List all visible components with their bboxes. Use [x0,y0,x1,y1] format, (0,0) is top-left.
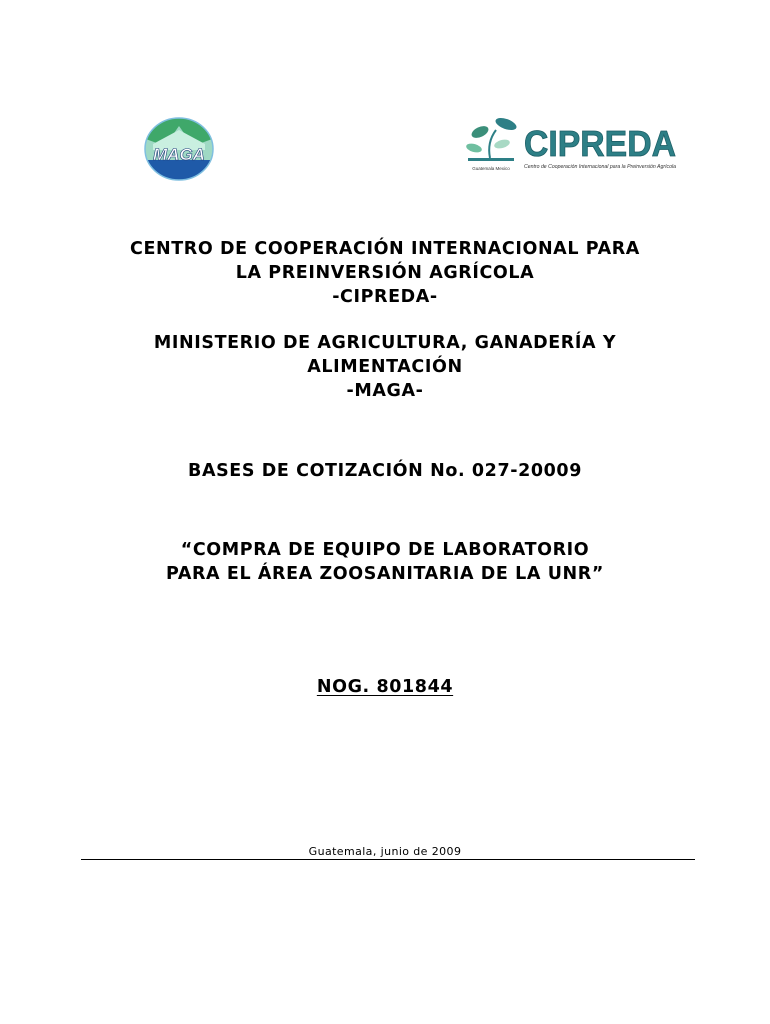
cipreda-caption-text: Centro de Cooperación Internacional para la Preinversión Agrícola [524,164,676,170]
maga-logo-text: MAGA [153,145,205,164]
quote-title [0,459,770,483]
institution-2-line-3: -MAGA- [346,381,424,401]
plant-emblem-icon [465,116,518,161]
subject-heading [0,538,770,586]
institution-2-line-2: ALIMENTACIÓN [307,357,463,377]
quote-title-text: BASES DE COTIZACIÓN No. 027-20009 [188,461,582,481]
footer-divider [81,859,695,860]
subject-line-1: “COMPRA DE EQUIPO DE LABORATORIO [180,540,590,560]
nog-number: NOG. 801844 [316,677,454,697]
cipreda-country-text: Guatemala Mexico [472,166,510,171]
cipreda-logo-text: CIPREDA [524,123,676,164]
institution-2-line-1: MINISTERIO DE AGRICULTURA, GANADERÍA Y [153,333,617,353]
institution-1-line-2: LA PREINVERSIÓN AGRÍCOLA [235,263,535,283]
institution-maga-heading [0,331,770,403]
subject-line-2: PARA EL ÁREA ZOOSANITARIA DE LA UNR” [166,564,604,584]
institution-1-line-1: CENTRO DE COOPERACIÓN INTERNACIONAL PARA [130,239,640,259]
institution-1-line-3: -CIPREDA- [332,287,438,307]
cipreda-logo [460,110,682,180]
institution-cipreda-heading [0,237,770,309]
nog-heading [0,675,770,699]
maga-logo [143,116,215,182]
place-date: Guatemala, junio de 2009 [308,845,462,858]
